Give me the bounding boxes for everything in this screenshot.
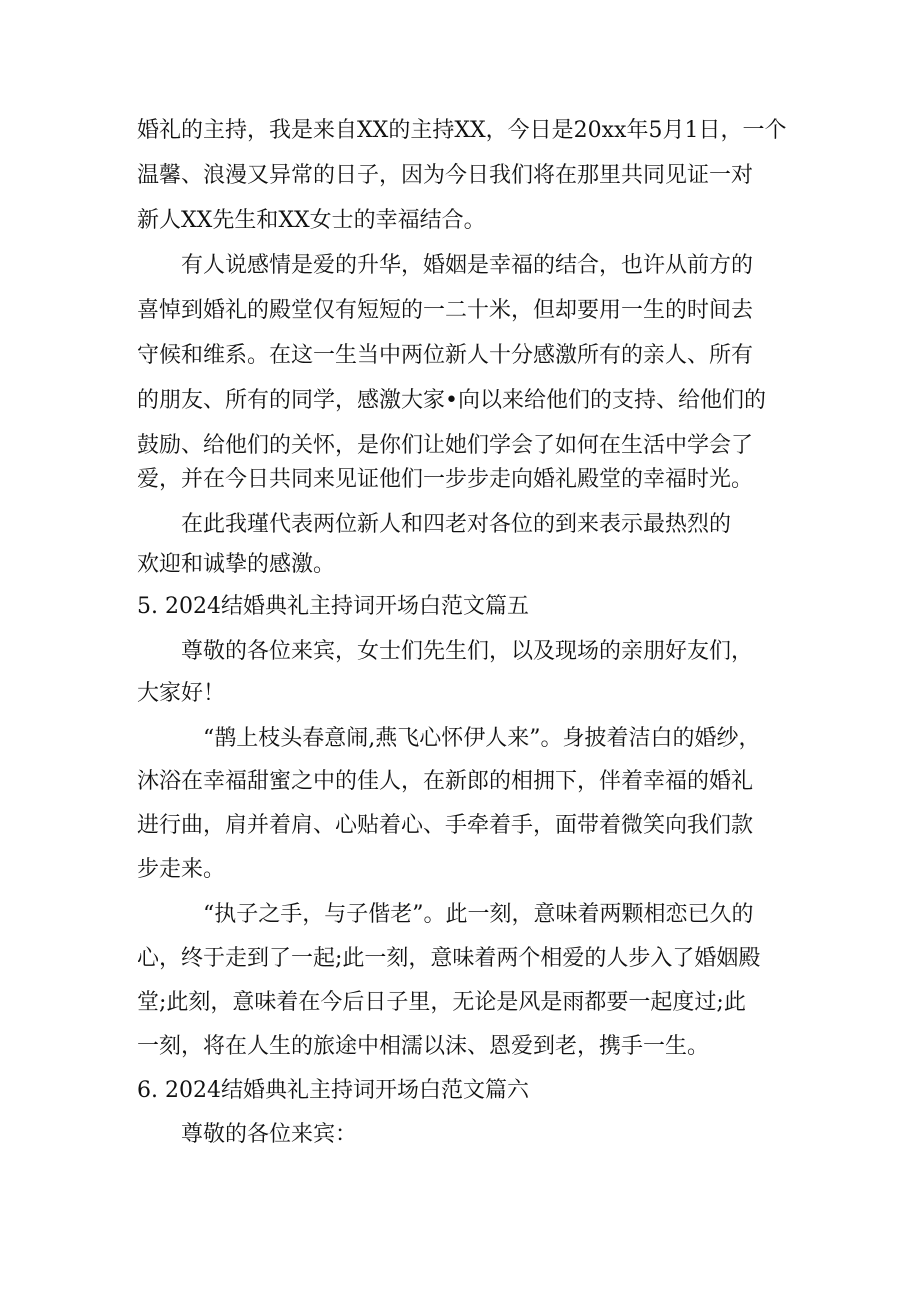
paragraph-2-line-4: 的朋友、所有的同学，感激大家•向以来给他们的支持、给他们的 [137,388,766,413]
paragraph-4-line-1: 尊敬的各位来宾，女士们先生们，以及现场的亲朋好友们， [181,639,754,664]
paragraph-1-line-2: 温馨、浪漫又异常的日子，因为今日我们将在那里共同见证一对 [137,163,754,188]
paragraph-5-line-1: “鹊上枝头春意闹,燕飞心怀伊人来”。身披着洁白的婚纱， [203,726,761,751]
paragraph-1-line-1: 婚礼的主持，我是来自XX的主持XX，今日是20xx年5月1日，一个 [137,118,787,143]
paragraph-6-line-4: 一刻，将在人生的旅途中相濡以沫、恩爱到老，携手一生。 [137,1034,710,1059]
paragraph-5-line-3: 进行曲，肩并着肩、心贴着心、手牵着手，面带着微笑向我们款 [137,813,754,838]
section-heading-5: 5. 2024结婚典礼主持词开场白范文篇五 [137,594,529,619]
paragraph-6-line-2: 心，终于走到了一起;此一刻，意味着两个相爱的人步入了婚姻殿 [137,946,761,971]
paragraph-5-line-4: 步走来。 [137,857,226,882]
paragraph-6-line-1: “执子之手，与子偕老”。此一刻，意味着两颗相恋已久的 [203,902,754,927]
paragraph-6-line-3: 堂;此刻，意味着在今后日子里，无论是风是雨都要一起度过;此 [137,990,746,1015]
paragraph-1-line-3: 新人XX先生和XX女士的幸福结合。 [137,208,486,233]
paragraph-5-line-2: 沐浴在幸福甜蜜之中的佳人，在新郎的相拥下，伴着幸福的婚礼 [137,769,754,794]
paragraph-2-line-2: 喜悼到婚礼的殿堂仅有短短的一二十米，但却要用一生的时间去 [137,298,754,323]
paragraph-4-line-2: 大家好！ [137,681,226,706]
paragraph-2-line-5: 鼓励、给他们的关怀，是你们让她们学会了如何在生活中学会了 [137,433,754,458]
paragraph-3-line-1: 在此我瑾代表两位新人和四老对各位的到来表示最热烈的 [181,512,732,537]
paragraph-2-line-6: 爱，并在今日共同来见证他们一步步走向婚礼殿堂的幸福时光。 [137,467,754,492]
section-heading-6: 6. 2024结婚典礼主持词开场白范文篇六 [137,1078,529,1103]
paragraph-3-line-2: 欢迎和诚挚的感激。 [137,552,336,577]
paragraph-2-line-1: 有人说感情是爱的升华，婚姻是幸福的结合，也许从前方的 [181,253,754,278]
paragraph-7-line-1: 尊敬的各位来宾： [181,1122,358,1147]
paragraph-2-line-3: 守候和维系。在这一生当中两位新人十分感激所有的亲人、所有 [137,343,754,368]
